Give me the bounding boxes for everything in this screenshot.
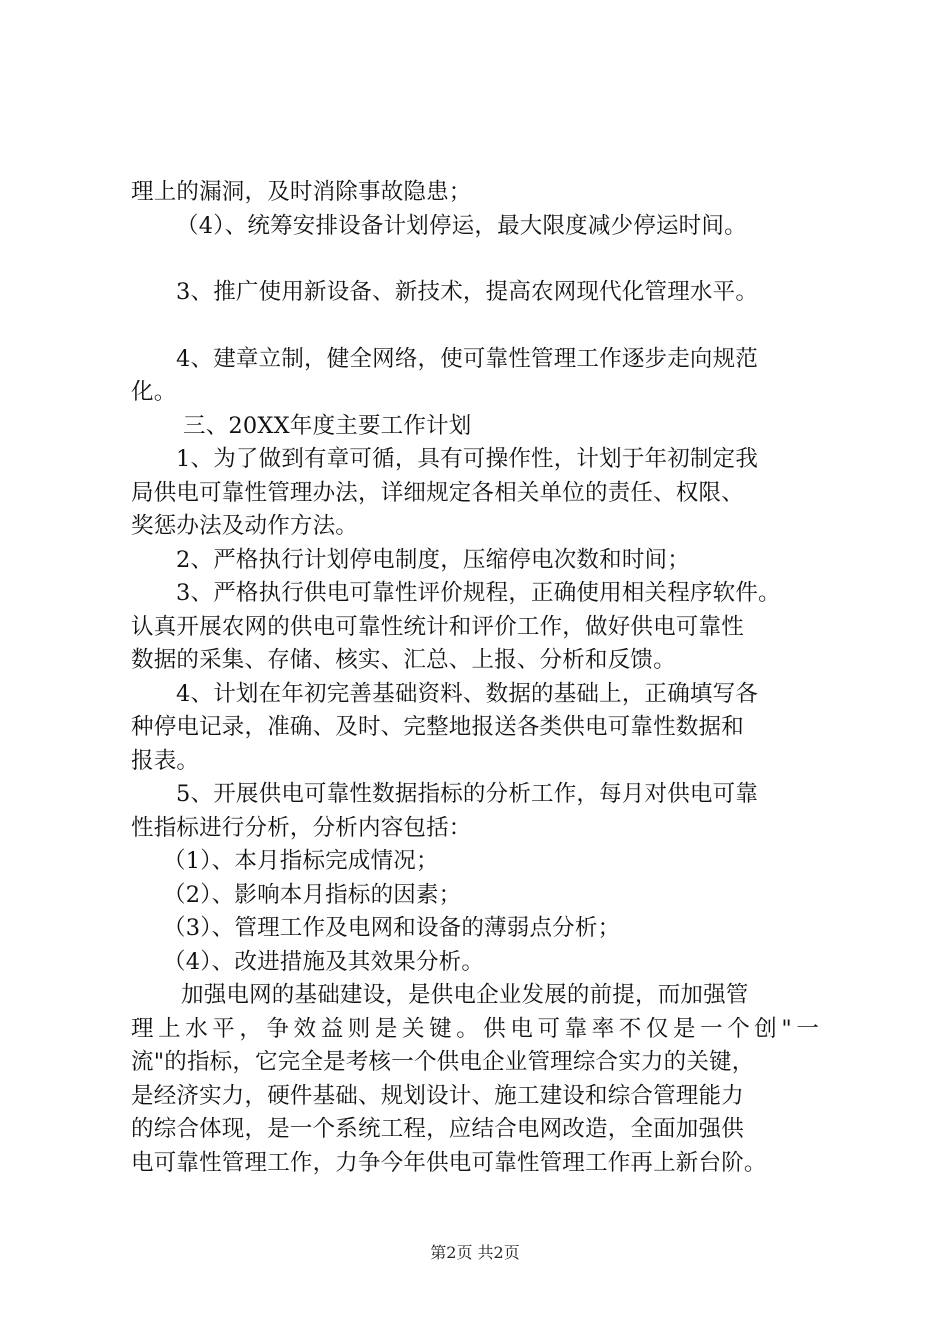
section-heading: 三、20XX年度主要工作计划 bbox=[183, 412, 472, 439]
text-line: 加强电网的基础建设，是供电企业发展的前提，而加强管 bbox=[181, 982, 749, 1008]
text-line: 流"的指标，它完全是考核一个供电企业管理综合实力的关键， bbox=[131, 1049, 755, 1075]
text-line: 化。 bbox=[131, 379, 177, 405]
text-line: 2、严格执行计划停电制度，压缩停电次数和时间； bbox=[176, 546, 690, 573]
text-line: 5、开展供电可靠性数据指标的分析工作，每月对供电可靠 bbox=[176, 781, 759, 807]
list-item: （3）、管理工作及电网和设备的薄弱点分析； bbox=[163, 915, 621, 941]
text-line: 3、推广使用新设备、新技术，提高农网现代化管理水平。 bbox=[176, 279, 759, 305]
text-line: 1、为了做到有章可循，具有可操作性，计划于年初制定我 bbox=[176, 446, 759, 472]
text-line: 性指标进行分析，分析内容包括： bbox=[131, 814, 472, 841]
text-line: 理上的漏洞，及时消除事故隐患； bbox=[131, 179, 472, 205]
text-line: 3、严格执行供电可靠性评价规程，正确使用相关程序软件。 bbox=[176, 580, 781, 606]
text-line: 奖惩办法及动作方法。 bbox=[131, 513, 359, 539]
text-line: 局供电可靠性管理办法，详细规定各相关单位的责任、权限、 bbox=[131, 479, 744, 506]
paragraph-gap bbox=[131, 310, 831, 343]
list-item: （4）、改进措施及其效果分析。 bbox=[163, 948, 485, 975]
document-body bbox=[131, 176, 831, 1180]
page-number-label: 第2页 共2页 bbox=[430, 1243, 520, 1262]
text-line: 理上水平，争效益则是关键。供电可靠率不仅是一个创"一 bbox=[131, 1015, 824, 1042]
paragraph-gap bbox=[131, 243, 831, 276]
list-item: （1）、本月指标完成情况； bbox=[163, 848, 439, 874]
page-footer bbox=[0, 1243, 950, 1263]
text-line: 种停电记录，准确、及时、完整地报送各类供电可靠性数据和 bbox=[131, 714, 744, 740]
text-line: 4、计划在年初完善基础资料、数据的基础上，正确填写各 bbox=[176, 680, 759, 707]
text-line: 的综合体现，是一个系统工程，应结合电网改造，全面加强供 bbox=[131, 1116, 744, 1142]
text-line: 是经济实力，硬件基础、规划设计、施工建设和综合管理能力 bbox=[131, 1082, 744, 1109]
list-item: （2）、影响本月指标的因素； bbox=[163, 881, 462, 908]
text-line: 数据的采集、存储、核实、汇总、上报、分析和反馈。 bbox=[131, 647, 676, 673]
text-line: 4、建章立制，健全网络，使可靠性管理工作逐步走向规范 bbox=[176, 345, 759, 372]
text-line: 电可靠性管理工作，力争今年供电可靠性管理工作再上新台阶。 bbox=[131, 1149, 767, 1176]
text-line: 报表。 bbox=[131, 747, 200, 774]
text-line: （4）、统筹安排设备计划停运，最大限度减少停运时间。 bbox=[176, 212, 747, 239]
text-line: 认真开展农网的供电可靠性统计和评价工作，做好供电可靠性 bbox=[131, 613, 744, 640]
